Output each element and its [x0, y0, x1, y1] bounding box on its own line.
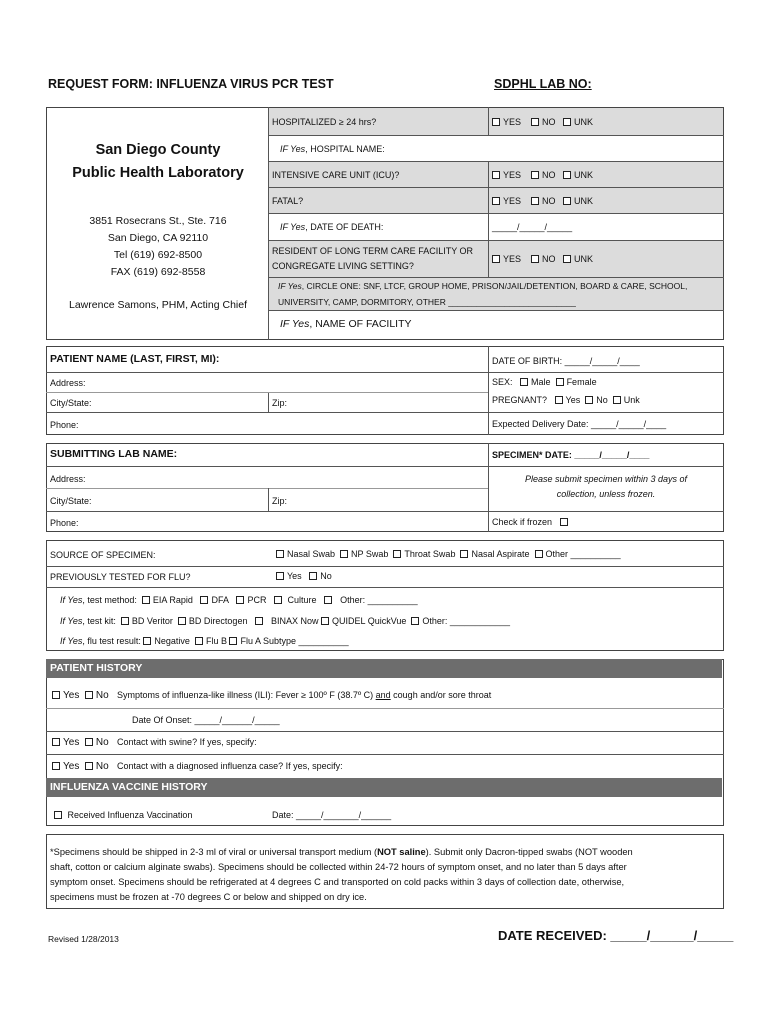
icu-label: INTENSIVE CARE UNIT (ICU)? — [272, 170, 400, 180]
lab-address-line2: San Diego, CA 92110 — [107, 232, 209, 244]
ili-no-checkbox[interactable] — [85, 691, 93, 699]
resident-options: YES NO UNK — [492, 253, 593, 265]
lab-name-line2: Public Health Laboratory — [72, 165, 244, 181]
test-result-row: If Yes, flu test result: Negative Flu B Flu A Subtype __________ — [60, 636, 349, 646]
submitting-lab-label: SUBMITTING LAB NAME: — [50, 448, 178, 460]
previously-tested-options: Yes No — [276, 570, 332, 582]
specimen-note-line1: Please submit specimen within 3 days of — [524, 474, 688, 484]
swine-no-checkbox[interactable] — [85, 738, 93, 746]
resident-yes-checkbox[interactable] — [492, 255, 500, 263]
source-options: Nasal Swab NP Swab Throat Swab Nasal Aspirate Other __________ — [276, 548, 621, 560]
negative-checkbox[interactable] — [143, 637, 151, 645]
date-received-field[interactable]: DATE RECEIVED: _____/______/_____ — [498, 928, 734, 943]
patient-address-label: Address: — [50, 378, 86, 388]
patient-name-label: PATIENT NAME (LAST, FIRST, MI): — [50, 353, 220, 365]
fatal-options: YES NO UNK — [492, 195, 593, 207]
test-kit-row: If Yes, test kit: BD Veritor BD Directogen BINAX Now QUIDEL QuickVue Other: ____________ — [60, 616, 510, 626]
swine-row: Yes No Contact with swine? If yes, specify: — [52, 736, 257, 749]
pregnant-options: PREGNANT? Yes No Unk — [492, 395, 640, 405]
case-no-checkbox[interactable] — [85, 762, 93, 770]
hosp-no-checkbox[interactable] — [531, 118, 539, 126]
kit-other-checkbox[interactable] — [411, 617, 419, 625]
circle-one-line1: IF Yes, CIRCLE ONE: SNF, LTCF, GROUP HOME, PRISON/JAIL/DETENTION, BOARD & CARE, SCHOOL, — [278, 281, 688, 291]
flu-a-checkbox[interactable] — [229, 637, 237, 645]
patient-phone-label: Phone: — [50, 420, 79, 430]
pregnant-unk-checkbox[interactable] — [613, 396, 621, 404]
dfa-checkbox[interactable] — [200, 596, 208, 604]
patient-history-header: PATIENT HISTORY — [46, 659, 722, 678]
lab-phone: Tel (619) 692-8500 — [113, 249, 203, 261]
icu-yes-checkbox[interactable] — [492, 171, 500, 179]
pregnant-no-checkbox[interactable] — [585, 396, 593, 404]
onset-date-field[interactable]: Date Of Onset: _____/______/_____ — [132, 715, 280, 725]
case-yes-checkbox[interactable] — [52, 762, 60, 770]
date-of-death-field[interactable]: _____/_____/_____ — [492, 222, 573, 232]
resident-no-checkbox[interactable] — [531, 255, 539, 263]
facility-name-label: IF Yes, NAME OF FACILITY — [280, 318, 412, 330]
fatal-no-checkbox[interactable] — [531, 197, 539, 205]
method-other-checkbox[interactable] — [324, 596, 332, 604]
date-of-death-label: IF Yes, DATE OF DEATH: — [280, 222, 384, 232]
vaccine-row: Received Influenza Vaccination — [54, 809, 192, 821]
vaccine-date-field[interactable]: Date: _____/_______/______ — [272, 810, 392, 820]
bd-directogen-checkbox[interactable] — [178, 617, 186, 625]
np-swab-checkbox[interactable] — [340, 550, 348, 558]
hospitalized-label: HOSPITALIZED ≥ 24 hrs? — [272, 117, 377, 127]
lab-address-line1: 3851 Rosecrans St., Ste. 716 — [89, 215, 227, 227]
hosp-unk-checkbox[interactable] — [563, 118, 571, 126]
frozen-checkbox[interactable] — [560, 518, 568, 526]
flu-b-checkbox[interactable] — [195, 637, 203, 645]
ili-yes-checkbox[interactable] — [52, 691, 60, 699]
footnote-line4: specimens must be frozen at -70 degrees C or below and shipped on dry ice. — [50, 892, 367, 902]
female-checkbox[interactable] — [556, 378, 564, 386]
throat-swab-checkbox[interactable] — [393, 550, 401, 558]
fatal-label: FATAL? — [272, 196, 304, 206]
footnote-line2: shaft, cotton or calcium alginate swabs). Specimens should be collected within 24-72 hours of symptom onset, and no later than 5 days after — [50, 862, 627, 872]
icu-unk-checkbox[interactable] — [563, 171, 571, 179]
pcr-checkbox[interactable] — [236, 596, 244, 604]
sub-phone-label: Phone: — [50, 518, 79, 528]
source-label: SOURCE OF SPECIMEN: — [50, 550, 156, 560]
delivery-date-field[interactable]: Expected Delivery Date: _____/_____/____ — [492, 419, 667, 429]
male-checkbox[interactable] — [520, 378, 528, 386]
sex-options: SEX: Male Female — [492, 377, 597, 387]
form-title: REQUEST FORM: INFLUENZA VIRUS PCR TEST — [48, 77, 334, 91]
vaccine-history-header: INFLUENZA VACCINE HISTORY — [46, 778, 722, 797]
sub-city-label: City/State: — [50, 496, 92, 506]
bd-veritor-checkbox[interactable] — [121, 617, 129, 625]
test-method-row: If Yes, test method: EIA Rapid DFA PCR Culture Other: __________ — [60, 595, 418, 605]
eia-rapid-checkbox[interactable] — [142, 596, 150, 604]
previously-tested-label: PREVIOUSLY TESTED FOR FLU? — [50, 572, 191, 582]
hosp-yes-checkbox[interactable] — [492, 118, 500, 126]
case-contact-row: Yes No Contact with a diagnosed influenza case? If yes, specify: — [52, 760, 343, 773]
icu-no-checkbox[interactable] — [531, 171, 539, 179]
culture-checkbox[interactable] — [274, 596, 282, 604]
prev-no-checkbox[interactable] — [309, 572, 317, 580]
footnote-line3: symptom onset. Specimens should be refrigerated at 4 degrees C and transported on cold packs within 3 days of collection date, otherwise, — [50, 877, 625, 887]
lab-name-line1: San Diego County — [95, 142, 221, 158]
dob-field[interactable]: DATE OF BIRTH: _____/_____/____ — [492, 356, 640, 366]
revised-date: Revised 1/28/2013 — [48, 934, 119, 944]
frozen-option: Check if frozen — [492, 516, 571, 528]
swine-yes-checkbox[interactable] — [52, 738, 60, 746]
quidel-checkbox[interactable] — [321, 617, 329, 625]
patient-zip-label: Zip: — [272, 398, 288, 408]
fatal-yes-checkbox[interactable] — [492, 197, 500, 205]
specimen-date-field[interactable]: SPECIMEN* DATE: _____/_____/____ — [492, 450, 650, 460]
pregnant-yes-checkbox[interactable] — [555, 396, 563, 404]
resident-label-line2: CONGREGATE LIVING SETTING? — [272, 261, 414, 271]
ili-row: Yes No Symptoms of influenza-like illness (ILI): Fever ≥ 100º F (38.7º C) and cough and/or sore throat — [52, 689, 491, 702]
circle-one-line2: UNIVERSITY, CAMP, DORMITORY, OTHER ___________________________ — [278, 297, 576, 307]
binax-checkbox[interactable] — [255, 617, 263, 625]
prev-yes-checkbox[interactable] — [276, 572, 284, 580]
fatal-unk-checkbox[interactable] — [563, 197, 571, 205]
footnote-line1: *Specimens should be shipped in 2-3 ml of viral or universal transport medium (NOT saline). Submit only Dacron-tipped swabs (NOT wooden — [50, 847, 633, 857]
resident-unk-checkbox[interactable] — [563, 255, 571, 263]
hospitalized-options: YES NO UNK — [492, 116, 593, 128]
lab-number-label: SDPHL LAB NO: — [494, 77, 592, 91]
sub-address-label: Address: — [50, 474, 86, 484]
lab-fax: FAX (619) 692-8558 — [110, 266, 206, 278]
hospital-name-label: IF Yes, HOSPITAL NAME: — [280, 144, 385, 154]
sub-zip-label: Zip: — [272, 496, 288, 506]
resident-label-line1: RESIDENT OF LONG TERM CARE FACILITY OR — [272, 246, 474, 256]
source-other-checkbox[interactable] — [535, 550, 543, 558]
nasal-swab-checkbox[interactable] — [276, 550, 284, 558]
lab-chief: Lawrence Samons, PHM, Acting Chief — [69, 299, 247, 311]
nasal-aspirate-checkbox[interactable] — [460, 550, 468, 558]
patient-city-label: City/State: — [50, 398, 92, 408]
vaccinated-checkbox[interactable] — [54, 811, 62, 819]
icu-options: YES NO UNK — [492, 169, 593, 181]
specimen-note-line2: collection, unless frozen. — [556, 489, 656, 499]
